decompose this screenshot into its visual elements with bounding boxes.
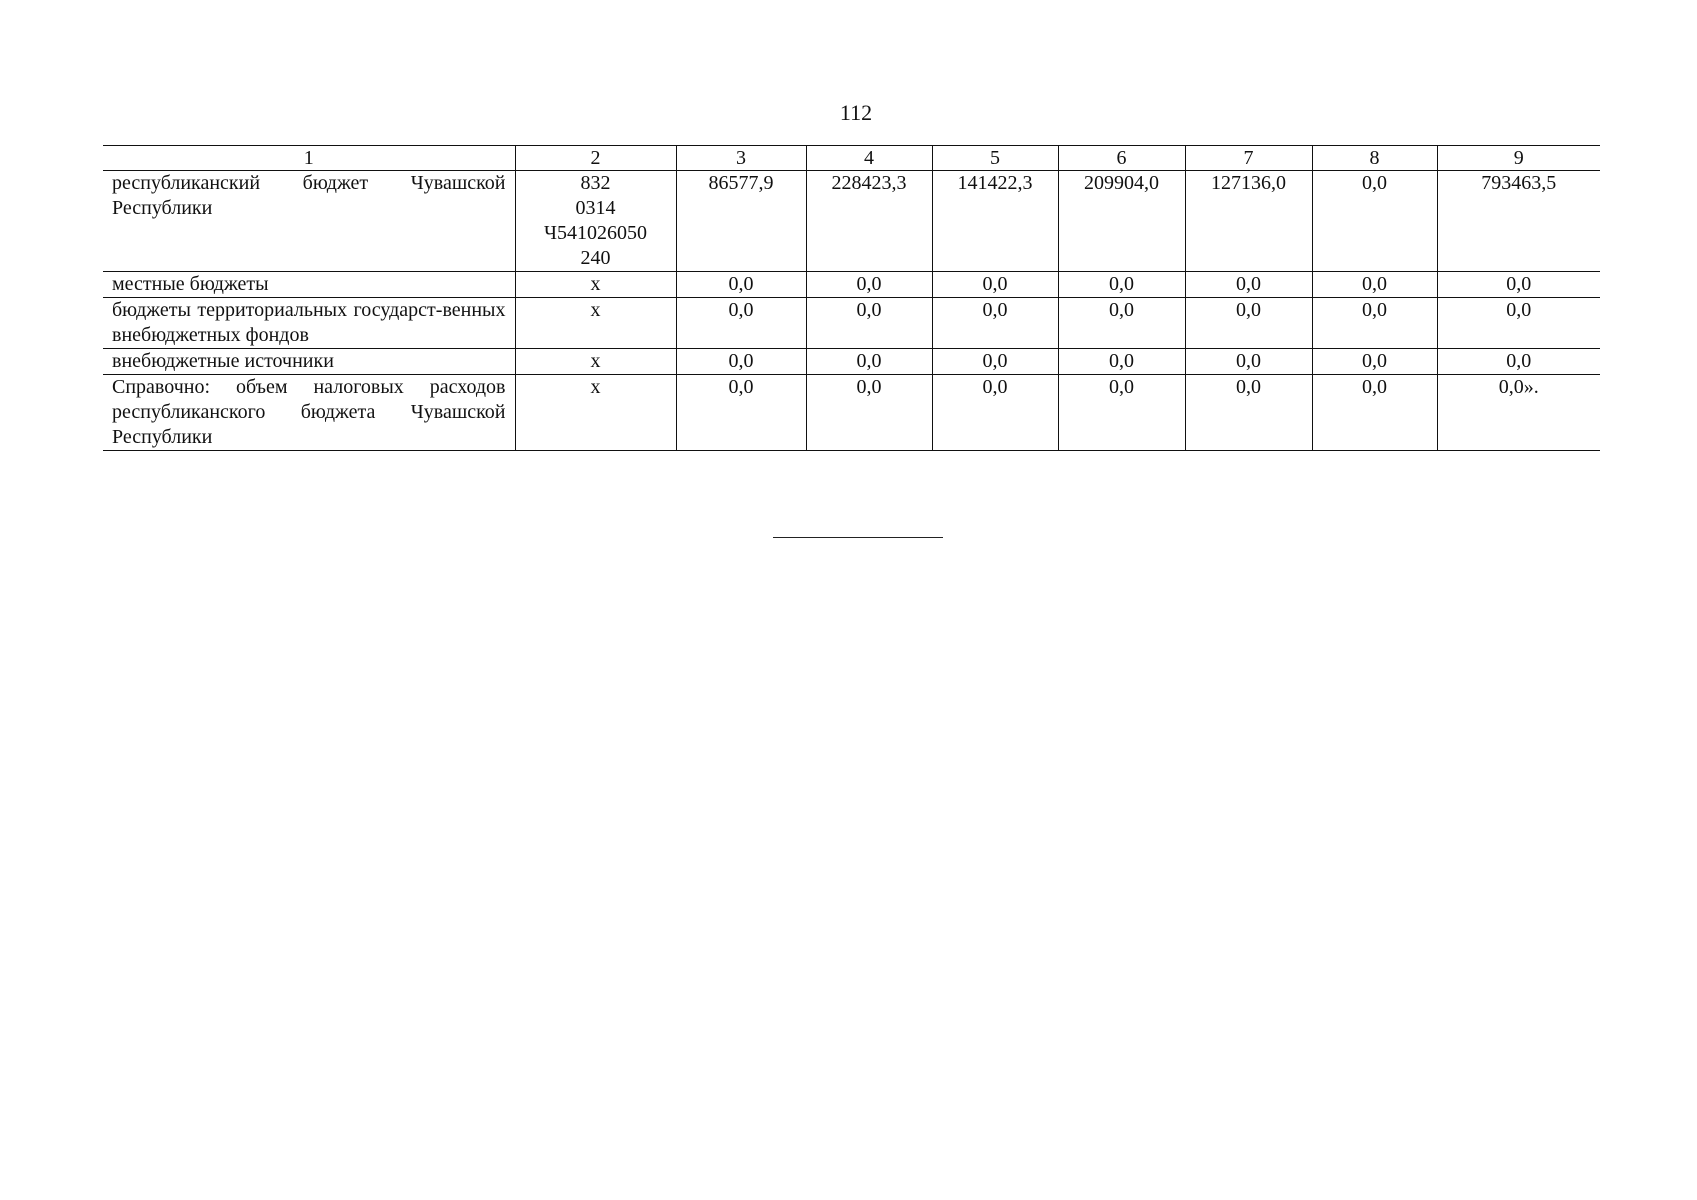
budget-code-line: 832 (580, 172, 611, 194)
value-cell: 0,0 (676, 349, 806, 375)
budget-code-cell (515, 272, 676, 298)
value-cell: 0,0 (932, 272, 1058, 298)
budget-code-cell (515, 375, 676, 451)
value-cell: 0,0 (806, 375, 932, 451)
value-cell: 228423,3 (806, 171, 932, 272)
row-label: Справочно: объем налоговых расходов республиканского бюджета Чувашской Республики (103, 375, 515, 451)
budget-code-line: x (590, 376, 601, 398)
value-cell: 0,0 (1185, 272, 1312, 298)
value-cell: 0,0 (806, 298, 932, 349)
budget-code-cell (515, 171, 676, 272)
value-cell: 0,0 (1185, 349, 1312, 375)
column-number: 6 (1058, 146, 1185, 171)
value-cell: 0,0 (1312, 349, 1437, 375)
column-number: 7 (1185, 146, 1312, 171)
value-cell: 0,0 (1312, 272, 1437, 298)
value-cell: 127136,0 (1185, 171, 1312, 272)
value-cell: 793463,5 (1437, 171, 1600, 272)
value-cell: 0,0 (1058, 375, 1185, 451)
page-number: 112 (839, 100, 873, 125)
value-cell: 0,0 (1058, 272, 1185, 298)
row-label: местные бюджеты (103, 272, 515, 298)
budget-code-line: Ч541026050 (544, 222, 647, 244)
budget-code-line: 0314 (575, 197, 616, 219)
table-row (103, 272, 1600, 298)
column-number: 3 (676, 146, 806, 171)
value-cell: 0,0 (1437, 272, 1600, 298)
column-number: 8 (1312, 146, 1437, 171)
value-cell: 0,0 (1437, 298, 1600, 349)
column-number: 4 (806, 146, 932, 171)
budget-code-cell (515, 298, 676, 349)
budget-code-line: x (590, 273, 601, 295)
value-cell: 0,0 (1312, 171, 1437, 272)
value-cell: 0,0 (932, 349, 1058, 375)
value-cell: 0,0 (1437, 349, 1600, 375)
row-label: бюджеты территориальных государст-венных внебюджетных фондов (103, 298, 515, 349)
column-number: 9 (1437, 146, 1600, 171)
budget-code-line: x (590, 299, 601, 321)
value-cell: 0,0 (1312, 375, 1437, 451)
column-number: 1 (103, 146, 515, 171)
budget-code-line: 240 (580, 247, 611, 269)
value-cell: 0,0». (1437, 375, 1600, 451)
column-number: 5 (932, 146, 1058, 171)
value-cell: 0,0 (676, 298, 806, 349)
value-cell: 0,0 (932, 298, 1058, 349)
budget-code-line: x (590, 350, 601, 372)
value-cell: 0,0 (1312, 298, 1437, 349)
end-separator-line (773, 537, 943, 538)
value-cell: 86577,9 (676, 171, 806, 272)
table-header-row (103, 146, 1600, 171)
table-row (103, 349, 1600, 375)
row-label: республиканский бюджет Чувашской Республики (103, 171, 515, 272)
value-cell: 0,0 (1058, 349, 1185, 375)
table-row (103, 375, 1600, 451)
value-cell: 141422,3 (932, 171, 1058, 272)
value-cell: 0,0 (806, 349, 932, 375)
column-number: 2 (515, 146, 676, 171)
table-row (103, 298, 1600, 349)
value-cell: 209904,0 (1058, 171, 1185, 272)
value-cell: 0,0 (932, 375, 1058, 451)
budget-table (103, 145, 1600, 451)
value-cell: 0,0 (1185, 375, 1312, 451)
value-cell: 0,0 (1058, 298, 1185, 349)
value-cell: 0,0 (676, 272, 806, 298)
value-cell: 0,0 (806, 272, 932, 298)
row-label: внебюджетные источники (103, 349, 515, 375)
budget-code-cell (515, 349, 676, 375)
value-cell: 0,0 (676, 375, 806, 451)
table-row (103, 171, 1600, 272)
value-cell: 0,0 (1185, 298, 1312, 349)
